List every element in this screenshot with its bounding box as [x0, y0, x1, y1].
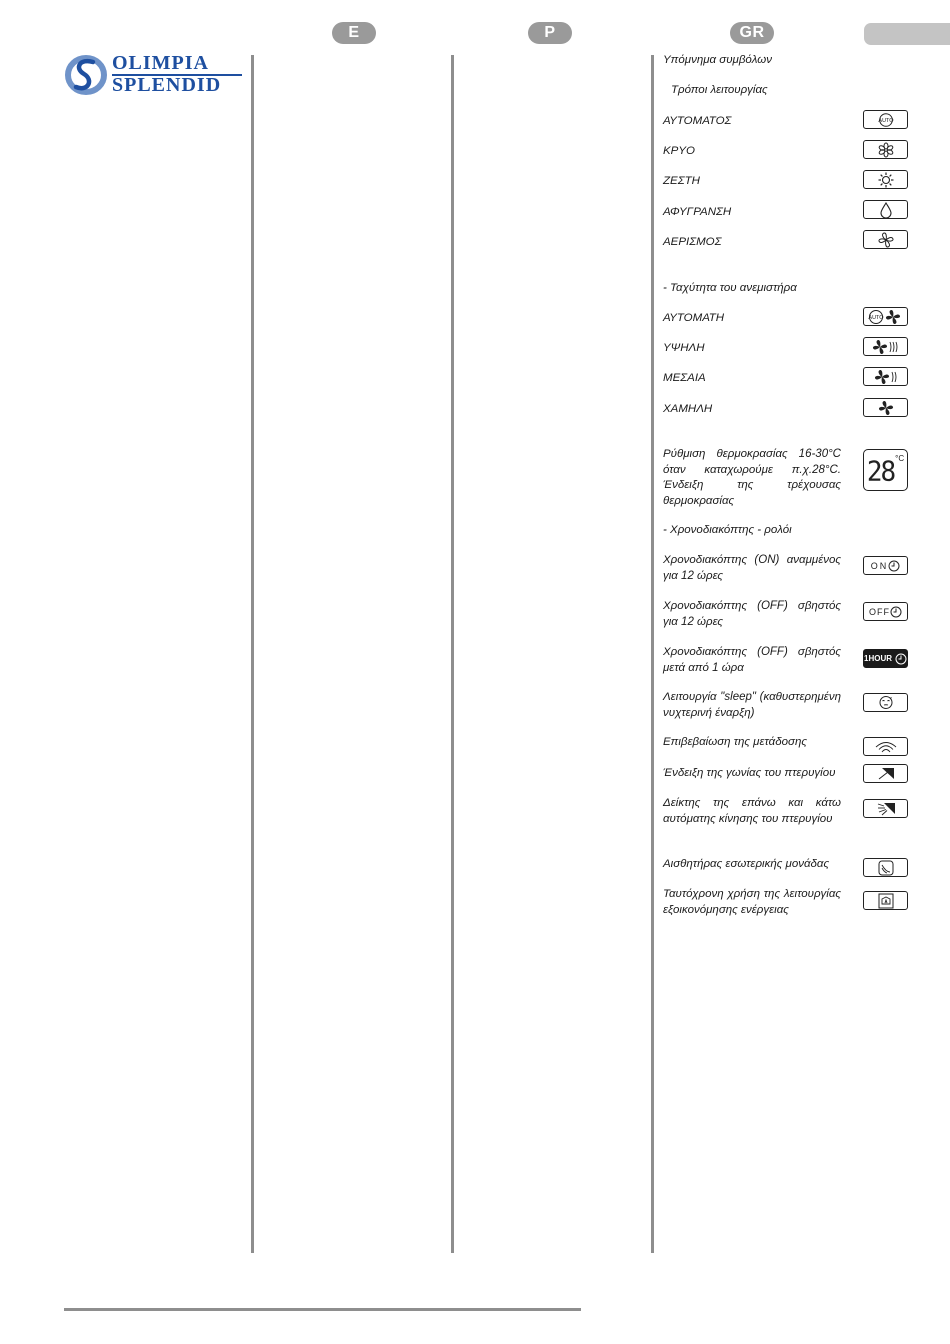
sleep-icon — [863, 693, 908, 712]
logo-word-olimpia: OLIMPIA — [112, 52, 209, 74]
clock-icon — [890, 606, 902, 618]
tab-language-gr[interactable]: GR — [730, 22, 774, 44]
mode-label-auto: ΑΥΤΟΜΑΤΟΣ — [663, 115, 732, 127]
flap-angle-icon — [863, 764, 908, 783]
temperature-display — [863, 449, 908, 491]
mode-label-fan: ΑΕΡΙΣΜΟΣ — [663, 236, 722, 248]
mode-label-cool: ΚΡΥΟ — [663, 145, 695, 157]
fan-auto-icon — [863, 307, 908, 326]
column-divider — [451, 55, 454, 1253]
energy-saving-icon — [863, 891, 908, 910]
temperature-unit: °C — [895, 454, 905, 463]
timer-off-icon — [863, 602, 908, 621]
page-tab-marker — [864, 23, 950, 45]
temperature-description: Ρύθμιση θερμοκρασίας 16-30°C όταν καταχωρούμε π.χ.28°C. Ένδειξη της τρέχουσας θερμοκρασίας — [663, 448, 841, 507]
clock-icon — [888, 560, 900, 572]
auto-mode-icon — [863, 110, 908, 129]
timer-1hour-description: Χρονοδιακόπτης (OFF) σβηστός μετά από 1 ώρα — [663, 646, 841, 674]
timer-off-badge: OFF — [869, 606, 890, 617]
fan-label-auto: ΑΥΤΟΜΑΤΗ — [663, 312, 725, 324]
fan-medium-icon — [863, 367, 908, 386]
column-divider — [251, 55, 254, 1253]
mode-label-dry: ΑΦΥΓΡΑΝΣΗ — [663, 206, 732, 218]
fan-low-icon — [863, 398, 908, 417]
flap-swing-description: Δείκτης της επάνω και κάτω αυτόματης κίνησης του πτερυγίου — [663, 797, 841, 825]
timer-heading: - Χρονοδιακόπτης - ρολόι — [663, 524, 792, 536]
legend-title: Υπόμνημα συμβόλων — [663, 54, 772, 66]
timer-off-description: Χρονοδιακόπτης (OFF) σβηστός για 12 ώρες — [663, 600, 841, 628]
sensor-icon — [863, 858, 908, 877]
clock-icon — [895, 653, 907, 665]
logo-mark-icon — [62, 52, 110, 98]
tab-language-e[interactable]: E — [332, 22, 376, 44]
mode-label-heat: ΖΕΣΤΗ — [663, 175, 700, 187]
modes-heading: Τρόποι λειτουργίας — [671, 84, 768, 96]
drop-icon — [863, 200, 908, 219]
transmission-icon — [863, 737, 908, 756]
timer-on-icon — [863, 556, 908, 575]
svg-text:AUTO: AUTO — [877, 117, 894, 124]
flap-angle-description: Ένδειξη της γωνίας του πτερυγίου — [663, 767, 836, 779]
fan-high-icon — [863, 337, 908, 356]
column-divider — [651, 55, 654, 1253]
transmission-description: Επιβεβαίωση της μετάδοσης — [663, 736, 807, 748]
sensor-description: Αισθητήρας εσωτερικής μονάδας — [663, 858, 830, 870]
footer-rule — [64, 1308, 581, 1311]
energy-saving-description: Ταυτόχρονη χρήση της λειτουργίας εξοικονόμησης ενέργειας — [663, 888, 841, 916]
timer-1hour-icon — [863, 649, 908, 668]
sun-icon — [863, 170, 908, 189]
fan-icon — [863, 230, 908, 249]
logo-word-splendid: SPLENDID — [112, 74, 222, 96]
timer-on-description: Χρονοδιακόπτης (ON) αναμμένος για 12 ώρες — [663, 554, 841, 582]
svg-text:z: z — [889, 695, 892, 700]
snowflake-icon — [863, 140, 908, 159]
timer-on-badge: ON — [870, 560, 889, 571]
fan-label-low: ΧΑΜΗΛΗ — [663, 403, 713, 415]
svg-text:AUTO: AUTO — [867, 314, 884, 321]
flap-swing-icon — [863, 799, 908, 818]
fan-speed-heading: - Ταχύτητα του ανεμιστήρα — [663, 282, 797, 294]
brand-logo — [62, 52, 244, 98]
timer-1hour-badge: 1HOUR — [864, 654, 893, 663]
fan-label-high: ΥΨΗΛΗ — [663, 342, 705, 354]
fan-label-medium: ΜΕΣΑΙΑ — [663, 372, 706, 384]
temperature-value: 28 — [866, 456, 895, 488]
tab-language-p[interactable]: P — [528, 22, 572, 44]
sleep-description: Λειτουργία "sleep" (καθυστερημένη νυχτερινή έναρξη) — [663, 691, 841, 719]
